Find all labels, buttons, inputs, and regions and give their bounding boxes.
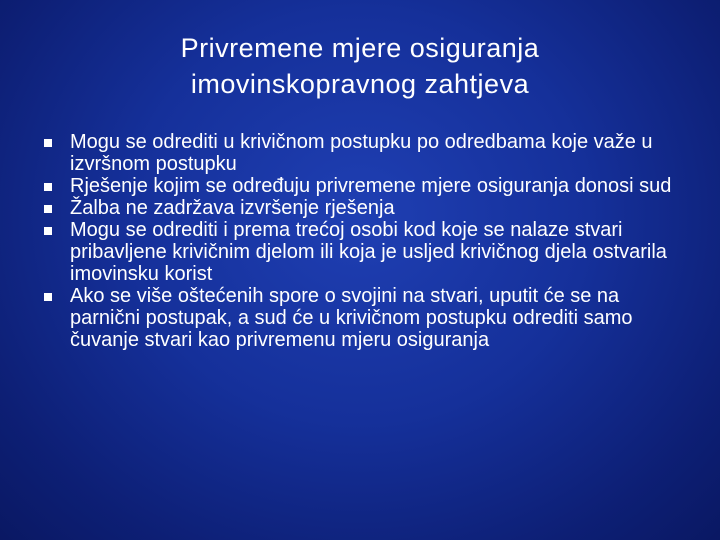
bullet-list [44, 131, 694, 351]
bullet-item [44, 131, 694, 175]
bullet-text: Ako se više oštećenih spore o svojini na stvari, uputit će se na parnični postupak, a sud će u krivičnom postupku odrediti samo čuvanje stvari kao privremenu mjeru osiguranja [70, 285, 633, 351]
bullet-item [44, 285, 694, 351]
bullet-text: Mogu se odrediti u krivičnom postupku po odredbama koje važe u izvršnom postupku [70, 131, 653, 175]
bullet-text: Mogu se odrediti i prema trećoj osobi kod koje se nalaze stvari pribavljene krivičnim djelom ili koja je usljed krivičnog djela ostvarila imovinsku korist [70, 219, 667, 285]
bullet-text: Žalba ne zadržava izvršenje rješenja [70, 197, 395, 219]
slide-title [0, 30, 720, 102]
slide-title-line-2: imovinskopravnog zahtjeva [190, 69, 530, 99]
square-bullet-icon [44, 205, 52, 213]
bullet-text: Rješenje kojim se određuju privremene mjere osiguranja donosi sud [70, 175, 672, 197]
bullet-item [44, 175, 694, 197]
slide-title-line-1: Privremene mjere osiguranja [180, 33, 540, 63]
bullet-item [44, 219, 694, 285]
square-bullet-icon [44, 139, 52, 147]
square-bullet-icon [44, 183, 52, 191]
square-bullet-icon [44, 293, 52, 301]
bullet-item [44, 197, 694, 219]
square-bullet-icon [44, 227, 52, 235]
